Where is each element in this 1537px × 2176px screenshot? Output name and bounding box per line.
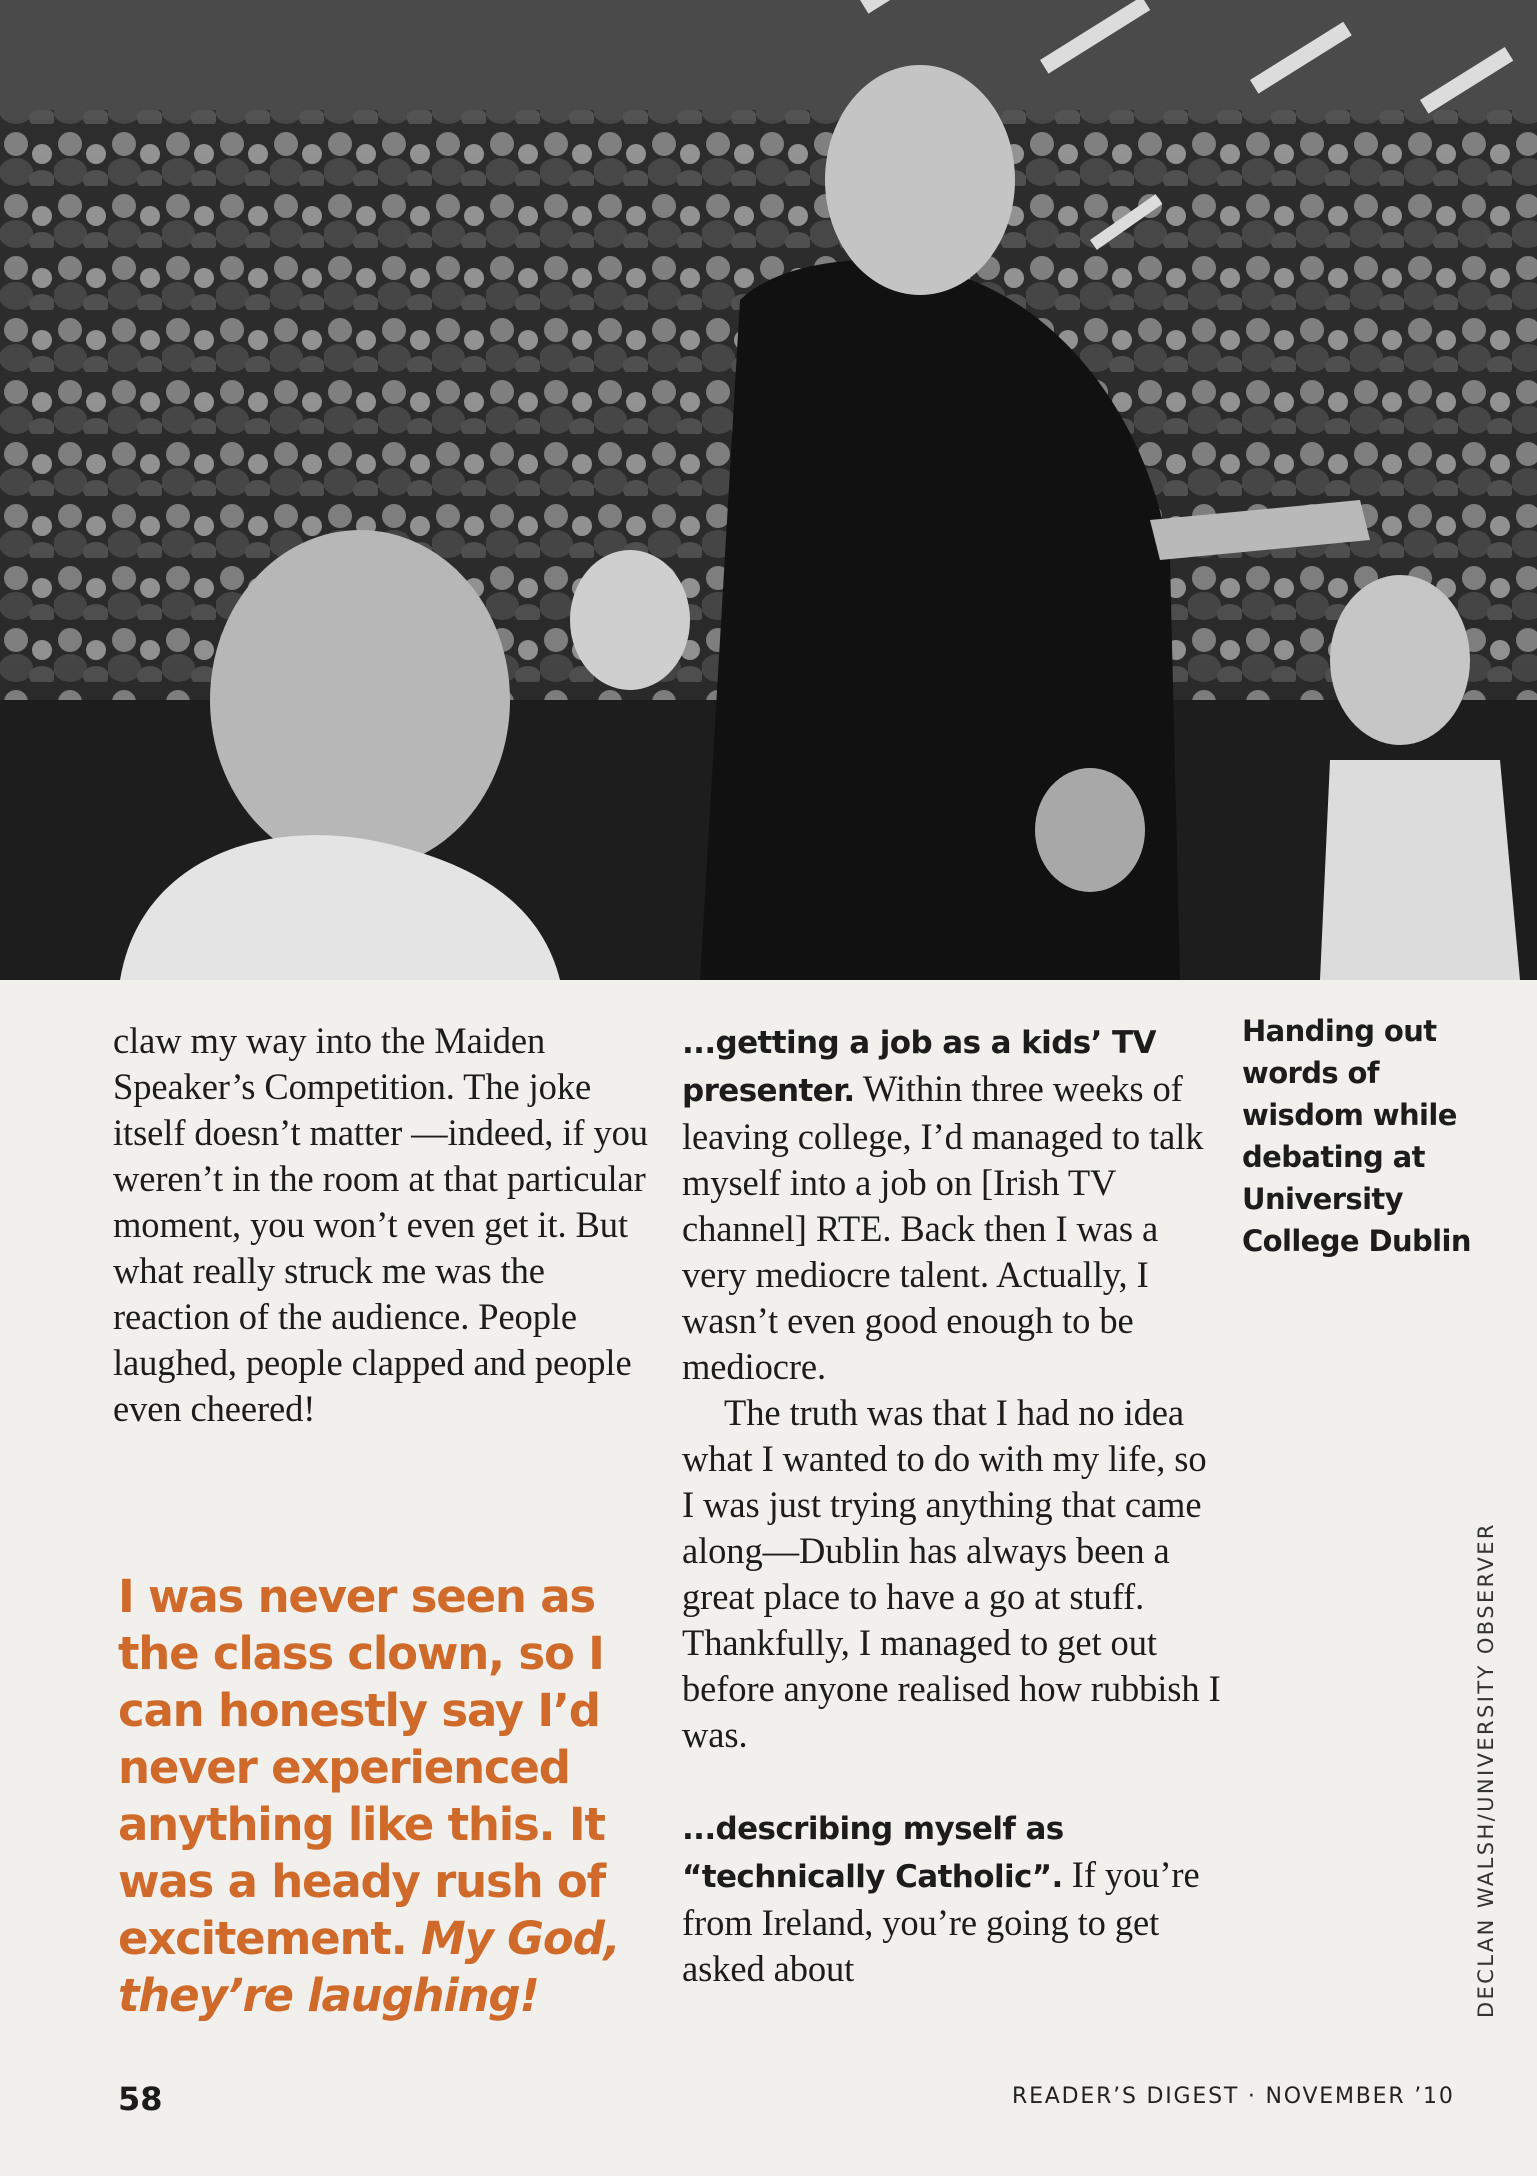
section-lead: ...describing myself as “technically Catholic”. [682,1811,1064,1895]
pull-quote-text: I was never seen as the class clown, so I can honestly say I’d never experienced anything like this. It was a heady rush of excitement. [118,1570,605,1965]
column-2 [682,1018,1222,1992]
body-paragraph: Within three weeks of leaving college, I’d managed to talk myself into a job on [Irish TV channel] RTE. Back then I was a very mediocre talent. Actually, I wasn’t even good enough to be mediocre. [682,1068,1204,1387]
lecture-hall-photo [0,0,1537,980]
pull-quote [118,1568,658,2024]
page-number: 58 [118,2080,163,2118]
publication-footer: READER’S DIGEST · NOVEMBER ’10 [1012,2084,1455,2109]
pull-quote-italic: My God, they’re laughing! [118,1912,620,2022]
section-lead: ...getting a job as a kids’ TV presenter. [682,1025,1156,1109]
photo-caption: Handing out words of wisdom while debating at University College Dublin [1242,1014,1471,1258]
photo-credit: DECLAN WALSH/UNIVERSITY OBSERVER [1474,1522,1498,2018]
body-paragraph: If you’re from Ireland, you’re going to get asked about [682,1854,1200,1989]
body-paragraph: The truth was that I had no idea what I wanted to do with my life, so I was just trying anything that came along—Dublin has always been a great place to have a go at stuff. Thankfully, I managed to get out before anyone realised how rubbish I was. [682,1392,1221,1755]
body-paragraph: claw my way into the Maiden Speaker’s Competition. The joke itself doesn’t matter —indeed, if you weren’t in the room at that particular moment, you won’t even get it. But what really struck me was the reaction of the audience. People laughed, people clapped and people even cheered! [113,1020,648,1429]
column-1 [113,1018,653,1432]
